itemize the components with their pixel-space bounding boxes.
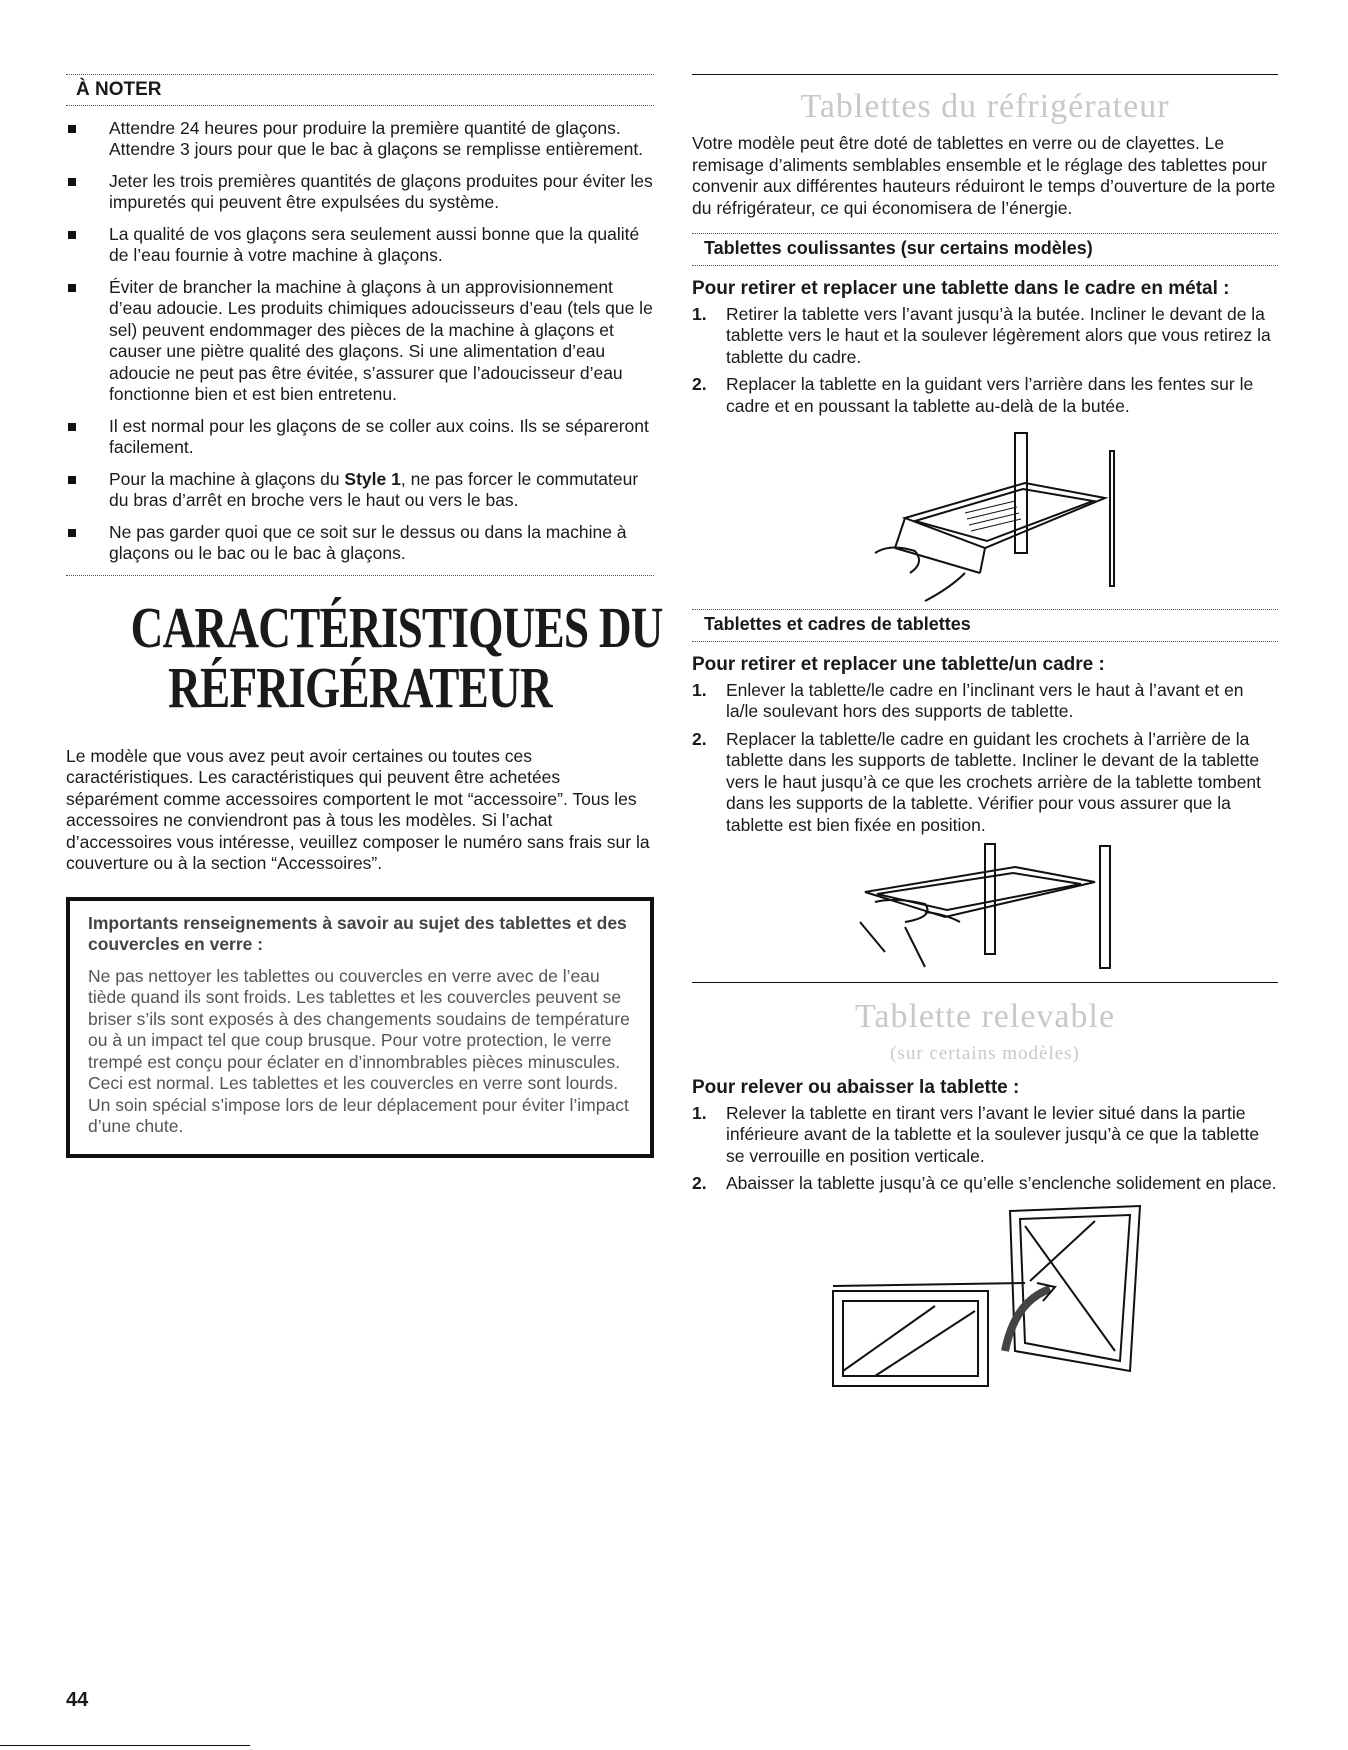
shelf-frame-illustration (835, 842, 1135, 972)
bullet-square-icon (68, 529, 76, 537)
sliding-steps (692, 304, 1278, 418)
warning-text: Ne pas nettoyer les tablettes ou couvercles en verre avec de l’eau tiède quand ils sont froids. Les tablettes et les couvercles peuvent se briser s’ils sont exposés à des changements soudains de température ou à un impact tel que coup brusque. Pour votre protection, le verre trempé est conçu pour éclater en d’innombrables pièces minuscules. Ceci est normal. Les tablettes et les couvercles en verre sont lourds. Un soin spécial s’impose lors de leur déplacement pour éviter l’impact d’une chute. (88, 965, 630, 1136)
flip-procedure-title: Pour relever ou abaisser la tablette : (692, 1076, 1020, 1098)
bottom-rule (0, 1745, 250, 1746)
flip-subheading: (sur certains modèles) (890, 1043, 1080, 1064)
list-item: 1. Enlever la tablette/le cadre en l’inclinant vers le haut à l’avant et en la/le soulevant hors des supports de tablette. (692, 679, 1244, 721)
list-item: La qualité de vos glaçons sera seulement aussi bonne que la qualité de l’eau fournie à votre machine à glaçons. (66, 224, 654, 267)
sliding-heading: Tablettes coulissantes (sur certains modèles) (692, 234, 1278, 266)
flip-heading: Tablette relevable (854, 998, 1116, 1035)
frames-heading: Tablettes et cadres de tablettes (692, 610, 1278, 642)
list-item: 1. Relever la tablette en tirant vers l’avant le levier situé dans la partie inférieure avant de la tablette et la soulever jusqu’à ce que la tablette se verrouille en position verticale. (692, 1102, 1260, 1166)
list-item: Pour la machine à glaçons du Style 1, ne pas forcer le commutateur du bras d’arrêt en broche vers le haut ou vers le bas. (66, 469, 654, 512)
flip-up-shelf-illustration (815, 1201, 1155, 1391)
shelves-heading: Tablettes du réfrigérateur (800, 88, 1170, 125)
right-column (692, 74, 1278, 1397)
warning-title: Importants renseignements à savoir au sujet des tablettes et des couvercles en verre : (88, 912, 627, 954)
note-bullet-list (66, 118, 654, 565)
flip-steps (692, 1103, 1278, 1195)
list-item: Il est normal pour les glaçons de se coller aux coins. Ils se sépareront facilement. (66, 416, 654, 459)
list-item: 2. Abaisser la tablette jusqu’à ce qu’elle s’enclenche solidement en place. (692, 1173, 1277, 1193)
list-item: Attendre 24 heures pour produire la première quantité de glaçons. Attendre 3 jours pour que le bac à glaçons se remplisse entièrement. (66, 118, 654, 161)
flip-rule (692, 982, 1278, 983)
bullet-square-icon (68, 231, 76, 239)
bullet-square-icon (68, 284, 76, 292)
section-dotted-rule (66, 575, 654, 576)
note-heading: À NOTER (66, 75, 654, 106)
list-item: 2. Replacer la tablette en la guidant vers l’arrière dans les fentes sur le cadre et en poussant la tablette au-delà de la butée. (692, 374, 1254, 416)
shelves-rule (692, 74, 1278, 75)
list-item: 2. Replacer la tablette/le cadre en guidant les crochets à l’arrière de la tablette dans les supports de tablette. Incliner le devant de la tablette vers le haut jusqu’à ce que les crochets arrière de la tablette tombent dans les supports de la tablette. Vérifier pour vous assurer que la tablette est bien fixée en position. (692, 728, 1262, 835)
list-item: Ne pas garder quoi que ce soit sur le dessus ou dans la machine à glaçons ou le bac ou le bac à glaçons. (66, 522, 654, 565)
section-title: CARACTÉRISTIQUES DU RÉFRIGÉRATEUR (130, 594, 663, 720)
shelves-intro: Votre modèle peut être doté de tablettes en verre ou de clayettes. Le remisage d’aliments semblables ensemble et le réglage des tablettes pour convenir aux différentes hauteurs réduiront le temps d’ouverture de la porte du réfrigérateur, ce qui économisera de l’énergie. (692, 133, 1276, 218)
list-item: Jeter les trois premières quantités de glaçons produites pour éviter les impuretés qui peuvent être expulsées du système. (66, 171, 654, 214)
bullet-square-icon (68, 423, 76, 431)
page-number: 44 (66, 1689, 89, 1711)
features-intro: Le modèle que vous avez peut avoir certaines ou toutes ces caractéristiques. Les caractéristiques qui peuvent être achetées séparément comme accessoires comportent le mot “accessoire”. Tous les accessoires ne conviendront pas à tous les modèles. Si l’achat d’accessoires vous intéresse, veuillez composer le numéro sans frais sur la couverture ou à la section “Accessoires”. (66, 745, 650, 873)
bullet-square-icon (68, 178, 76, 186)
bullet-square-icon (68, 476, 76, 484)
bullet-square-icon (68, 125, 76, 133)
sliding-procedure-title: Pour retirer et replacer une tablette dans le cadre en métal : (692, 277, 1230, 299)
list-item: 1. Retirer la tablette vers l’avant jusqu’à la butée. Incliner le devant de la tablette vers le haut et la soulever légèrement alors que vous retirez la tablette du cadre. (692, 303, 1271, 367)
frames-procedure-title: Pour retirer et replacer une tablette/un cadre : (692, 653, 1105, 675)
list-item: Éviter de brancher la machine à glaçons à un approvisionnement d’eau adoucie. Les produits chimiques adoucisseurs d’eau (tels que le sel) peuvent endommager des pièces de la machine à glaçons et causer une piètre qualité des glaçons. Si une alimentation d’eau adoucie ne peut pas être évitée, s’assurer que l’adoucisseur d’eau fonctionne bien et est bien entretenu. (66, 277, 654, 406)
glass-warning-box (66, 897, 654, 1158)
left-column (66, 74, 663, 1158)
sliding-shelf-illustration (855, 423, 1115, 603)
frames-steps (692, 680, 1278, 837)
